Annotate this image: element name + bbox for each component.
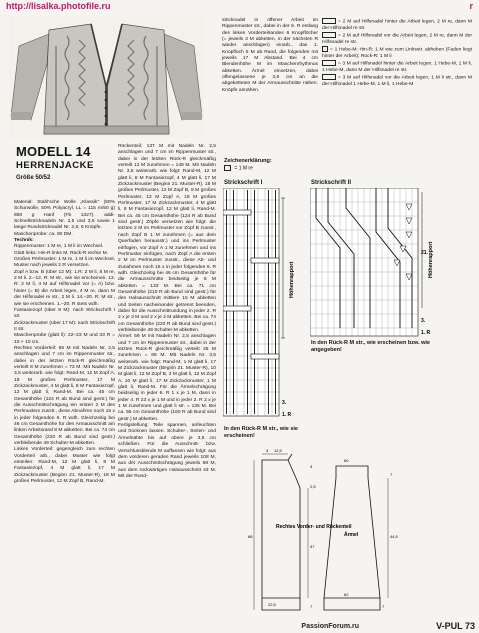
legend-title: Zeichenerklärung:	[224, 158, 272, 164]
chart2-row-1: 1. R	[421, 330, 431, 336]
chart1-title: Strickschrift I	[224, 180, 263, 186]
dim: 7	[390, 472, 393, 477]
instructions-column-2	[118, 144, 216, 480]
knitting-chart-2	[310, 188, 440, 338]
paragraph: Fantasiezopf (über 8 M): nach Strickschrift I str.	[14, 307, 115, 320]
paragraph: Großes Perlmuster: 1 M re, 1 M li im Wechsel, Muster nach jeweils 2 R versetzen.	[14, 257, 115, 269]
paragraph: Rechtes Vorderteil: 65 M mit Nadeln Nr. 2,5 anschlagen und 7 cm im Rippenmuster str., dabei in der letzten Rück-R gleichmäßig verteilt 8 M zunehmen = 73 M. Mit Nadeln Nr. 3,5 weiterarb. wie folgt: Rand-M, 12 M Zopf A, 18 M großes Perlmuster, 17 M Zickzackmuster, 4 M glatt li, 8 M Fantasiezopf, 12 M glatt li, Rand-M. Bei ca. 45 cm Gesamthöhe (124 R ab Bund sind gestr.) für die Ausschnittschrägung ein ersten 2 M des Perlmusters zusstr., diese Abnahme noch 15 x in jeder folgenden 6. R wdh. Gleichzeitig bei 46 cm Gesamthöhe für den Armausschnitt am linken Arbeitsrand 8 M abketten. Bei ca. 74 cm Gesamthöhe (220 R ab Bund sind gestr.) verbleibende 49 Schulter-M abketten.	[14, 345, 115, 447]
symbol-text: = 1 Hebe-M: Hin-R: 1 M wie zum Linksstr. abheben (Faden liegt hinter der Arbeit); Rück-R: 1 M li	[322, 47, 472, 59]
cable-front-symbol-icon	[322, 32, 336, 38]
garment-schematic	[248, 448, 478, 613]
instructions-column-1	[14, 200, 115, 485]
paragraph: Glatt links: Hin-R links M, Rück-R rechte M.	[14, 250, 109, 256]
watermark: PassionForum.ru	[301, 623, 359, 630]
instructions-column-3	[222, 18, 318, 94]
paragraph: Maschenprobe (glatt li): 22–23 M und 33 R = 10 × 10 cm.	[14, 333, 115, 345]
site-url-left[interactable]: http://lisalka.photofile.ru	[6, 1, 111, 11]
chart2-caption: In den Rück-R M str., wie erscheinen bzw. wie angegeben!	[311, 340, 430, 353]
paragraph: Material: Stahl'sche Wolle „Klassik" (50% Schurwolle, 50% Polyacryl, LL = 115 m/50 g) 850 g Hanf (Fb 1327). addi-Schnellstricknadeln Nr. 2,5 und 3,5 sowie 1 lange Rundstricknadel Nr. 2,5; 6 Knöpfe.	[14, 200, 115, 231]
dim: 37	[310, 544, 315, 549]
paragraph: Fertigstellung: Teile spannen, anfeuchten und trocknen lassen. Schulter-, Seiten- und Ärmelnähte bis auf obere je 3,5 cm schließen. Für die Ausschnitt- bzw. Verschlussblende M auffassen wie folgt: aus dem vorderen geraden Rand jeweils 108 M, aus der Ausschnittschrägung jeweils 68 M, aus dem rückwärtigen Halsausschnitt 43 M. Mit der Rund-	[118, 423, 216, 479]
chart1-side-label: Höhenrapport	[289, 261, 295, 298]
dim: 22,5	[268, 602, 276, 607]
paragraph: Rippenmuster: 1 M re, 1 M li im Wechsel.	[14, 244, 104, 250]
legend-item	[224, 165, 253, 171]
cardigan-photo	[9, 16, 204, 138]
page-number: V-PUL 73	[436, 621, 475, 631]
chart1-caption: In den Rück-R M str., wie sie erscheinen!	[224, 426, 298, 439]
paragraph: Zopf A bzw. B (über 12 M): 1.R: 2 M li, 8 M re, 2 M li. 2.–12. R: M str., wie sie erscheinen. 13. R: 2 M li, 4 M auf Hilfsnadel vor (= A) bzw. hinter (= B) die Arbeit legen, 4 M re, dann M der Hilfsnadel re str., 2 M li. 14.–20. R: M str., wie sie erscheinen. 1.–20. R stets wdh.	[14, 269, 115, 307]
chart2-row-3: 3.	[421, 318, 426, 324]
chart2-row-21: 21.	[421, 250, 428, 256]
paragraph: Rückenteil: 137 M mit Nadeln Nr. 2,5 anschlagen und 7 cm im Rippenmuster str., dabei in der letzten Rück-R gleichmäßig verteilt 12 M zunehmen = 149 M. Mit Nadeln Nr. 3,5 weiterarb. wie folgt: Rand-M, 12 M glatt li, 8 M Fantasiezopf, 4 M glatt li, 17 M Zickzackmuster (Beginn 21. Muster-R), 18 M großes Perlmuster, 12 M Zopf B, 9 M großes Perlmuster, 12 M Zopf A, 18 M großes Perlmuster, 17 M Zickzackmuster, 4 M glatt li, 8 M Fantasiezopf, 12 M glatt li, Rand-M. Bei ca. 45 cm Gesamthöhe (124 R ab Bund sind gestr.) Zöpfe versetzen wie folgt: die letzten 2 M im Perlmuster vor Zopf B zusstr., nach Zopf B 1 M zunehmen (= aus dem Querfaden herausstr.) und ins Perlmuster einfügen, vor Zopf A 1 M zunehmen und ins Perlmuster einfügen, nach Zopf A die ersten 2 M im Perlmuster zusstr., diese Ab- und Zunahmen noch 15 x in jeder folgenden 6. R wdh. Gleichzeitig bei 46 cm Gesamthöhe für die Armausschnitte beidseitig je 8 M abketten = 133 M. Bei ca. 71 cm Gesamthöhe (210 R ab Bund sind gestr.) für den Halsausschnitt mittlere 15 M abketten und Seiten nacheinander getrennt beenden, dabei für die Ausschnittrundung in jeder 2. R 2 x je 3 M und 2 x je 2 M abketten. Bei ca. 74 cm Gesamthöhe (220 R ab Bund sind gestr.) verbleibende 49 Schulter-M abketten.	[118, 144, 216, 333]
chart1-row-marker: 3.	[282, 400, 287, 406]
schematic-front-label: Rechtes Vorder- und Rückenteil	[276, 524, 352, 530]
cross-back-symbol-icon	[322, 60, 336, 66]
knitting-chart-1	[223, 188, 303, 424]
cross-front-symbol-icon	[322, 74, 336, 80]
dim: 3	[266, 448, 269, 453]
chart2-side-label: Höhenrapport	[428, 241, 434, 278]
schematic-sleeve-label: Ärmel	[344, 532, 359, 538]
paragraph: Linkes Vorderteil: gegengleich zum rechten Vorderteil arb., dabei Muster wie folgt einteilen: Rand-M, 12 M glatt li, 8 M Fantasiezopf, 4 M glatt li, 17 M Zickzackmuster (Beginn 21. Muster-R), 18 M großes Perlmuster, 12 M Zopf B, Rand-M.	[14, 447, 115, 485]
paragraph: Technik:	[14, 238, 34, 244]
symbol-entry	[322, 32, 472, 46]
symbol-text: = 3 M auf Hilfsnadel vor die Arbeit legen, 1 M li str., dann M der Hilfsnadel 1 Hebe-M, 1 M li, 1 Hebe-M	[322, 75, 472, 87]
dim: 60	[344, 458, 349, 463]
symbol-text: = 2 M auf Hilfsnadel vor die Arbeit legen, 2 M re, dann M der Hilfsnadel re str.	[322, 33, 472, 45]
dim: 3	[310, 464, 313, 469]
symbol-text: = 3 M auf Hilfsnadel hinter die Arbeit legen, 1 Hebe-M, 1 M li, 1 Hebe-M, dann M der Hilfsnadel re str.	[322, 61, 472, 73]
symbol-entry	[322, 18, 472, 32]
slip-stitch-symbol-icon	[322, 46, 328, 52]
paragraph: Zickzackmuster (über 17 M): nach Strickschrift II str.	[14, 320, 115, 332]
dim: 62	[344, 592, 349, 597]
legend-item-label: = 1 M re	[234, 165, 253, 172]
symbol-entry	[322, 46, 472, 60]
size-label: Größe 50/52	[16, 175, 51, 181]
paragraph: stricknadel in offener Arbeit im Rippenmuster str., dabei in der 6. R entlang des linken Vorderteilrandes 6 Knopflöcher (= jeweils 3 M abketten, in der nächsten R wieder anschlagen) einarb., das 1. Knopfloch 5 M ab Rand, die folgenden mit jeweils 17 M Abstand. Bei 4 cm Blendenhöhe M im Maschenrhythmus abketten. Ärmel einsetzen, dabei offengelassene je 3,5 cm an die abgeketteten M der Armausschnitte nähen. Knöpfe annähen.	[222, 18, 318, 93]
dim: 7	[382, 604, 385, 609]
model-title: MODELL 14	[16, 144, 91, 159]
chart1-row-start: 1. R	[282, 412, 292, 418]
knit-symbol-icon	[224, 165, 231, 171]
paragraph: Maschenprobe: ca. 90 DM.	[14, 231, 73, 237]
dim: 68	[248, 534, 253, 539]
cable-back-symbol-icon	[322, 18, 336, 24]
dim: 44,5	[390, 534, 398, 539]
site-url-right: r	[469, 1, 473, 11]
dim: 7	[310, 604, 313, 609]
symbol-entry	[322, 74, 472, 88]
dim: 2,5	[310, 484, 316, 489]
dim: 12,5	[274, 448, 282, 453]
symbol-entry	[322, 60, 472, 74]
chart2-title: Strickschrift II	[311, 180, 352, 186]
model-subtitle: HERRENJACKE	[16, 160, 94, 171]
paragraph: Ärmel: 59 M mit Nadeln Nr. 2,5 anschlagen und 7 cm im Rippenmuster str., dabei in der letzten Rück-R gleichmäßig verteilt 26 M zunehmen = 85 M. Mit Nadeln Nr. 3,5 weiterarb. wie folgt: Rand-M, 1 M glatt li, 17 M Zickzackmuster (Beginn 21. Muster-R), 10 M glatt li, 12 M Zopf B, 3 M glatt li, 12 M Zopf A, 10 M glatt li, 17 M Zickzackmuster, 1 M glatt li, Rand-M. Für die Ärmelschrägung beidseitig in jeder 6. R 1 x je 1 M, dann in jeder 4. R 23 x je 1 M und in jeder 2. R 2 x je 1 M zunehmen und glatt li str. = 135 M. Bei ca. 55 cm Gesamthöhe (160 R ab Bund sind gestr.) M abketten.	[118, 334, 216, 422]
symbol-text: = 2 M auf Hilfsnadel hinter die Arbeit legen, 2 M re, dann M der Hilfsnadel re str.	[322, 19, 472, 31]
symbol-key-column	[322, 18, 472, 88]
